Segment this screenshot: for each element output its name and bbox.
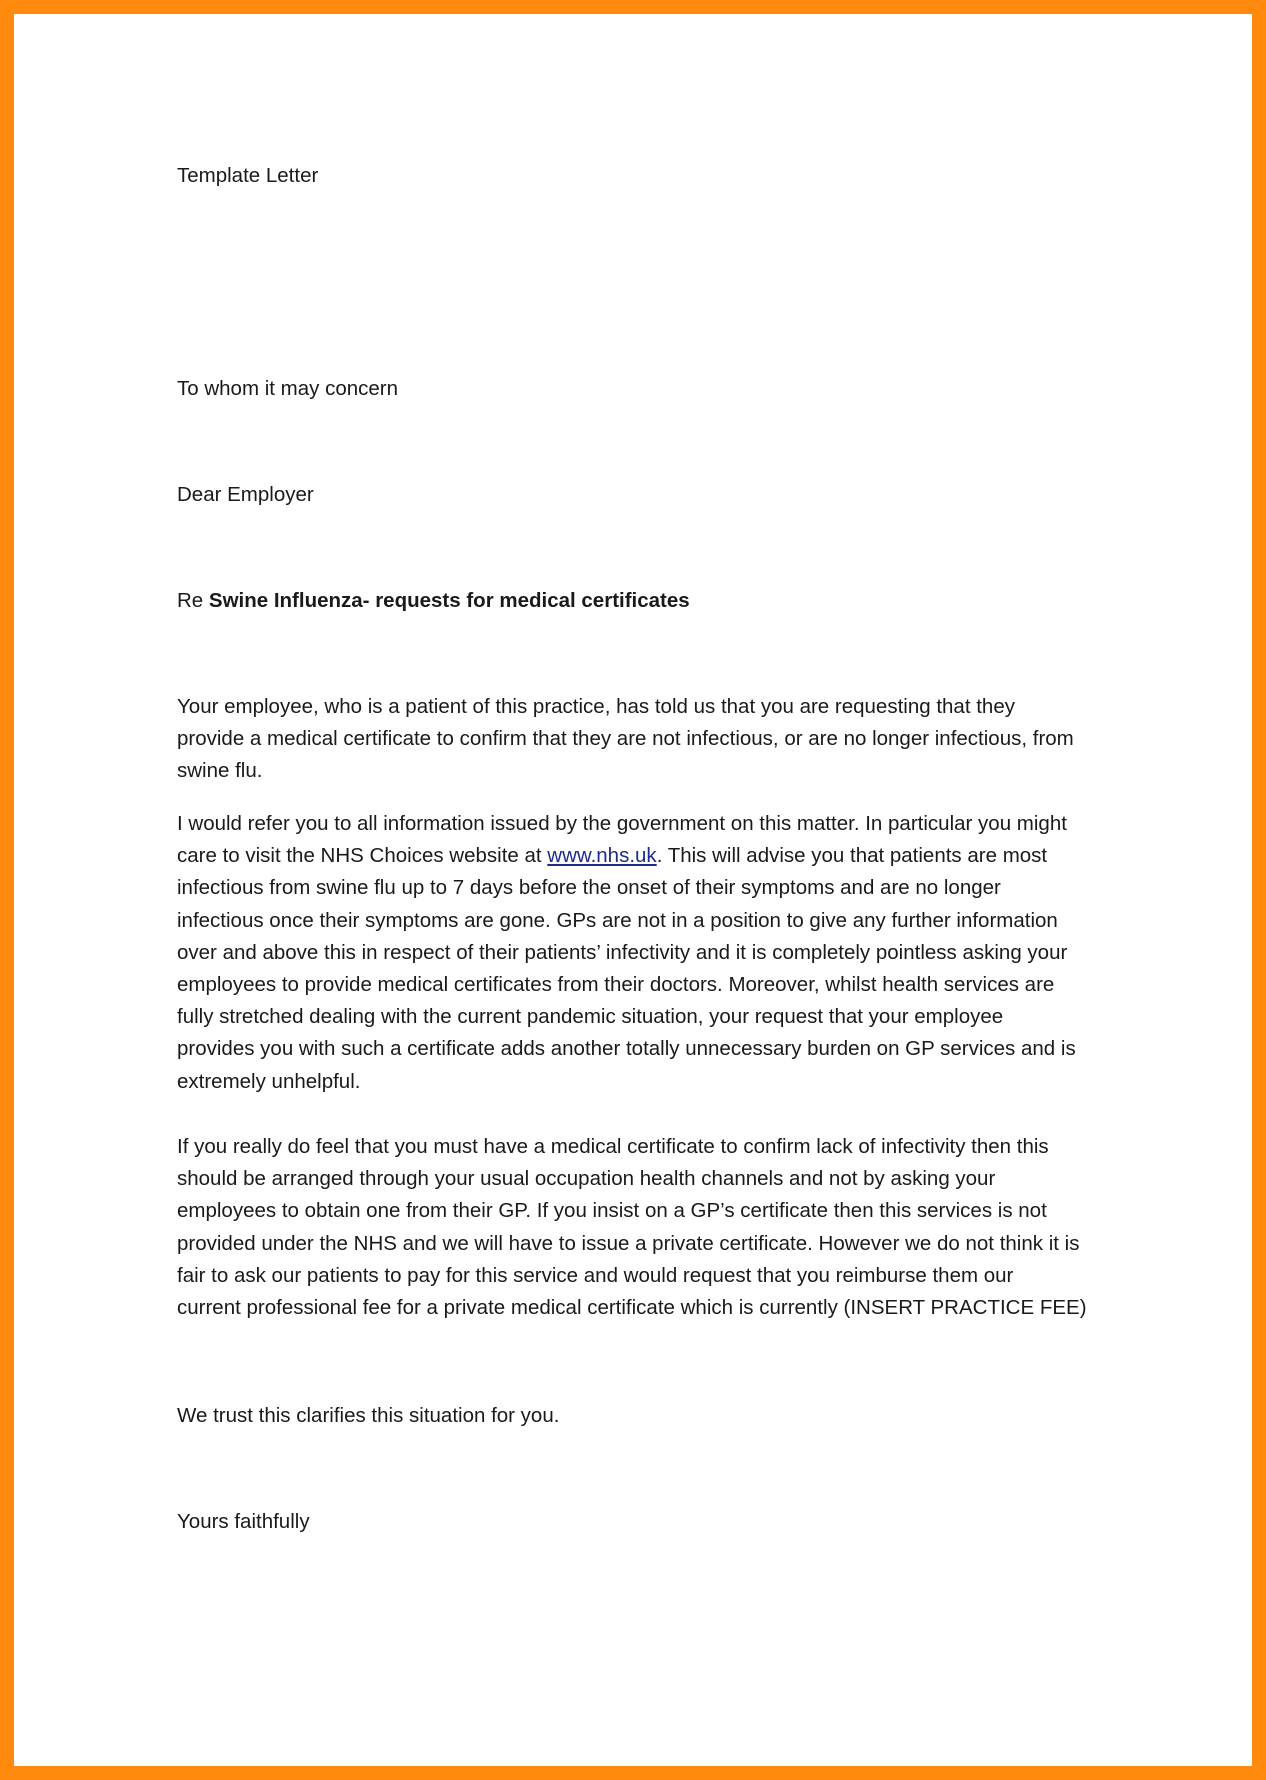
addressee-line: To whom it may concern bbox=[177, 377, 399, 400]
paragraph-line: fully stretched dealing with the current pandemic situation, your request that your employee bbox=[177, 1005, 1004, 1029]
paragraph-line: over and above this in respect of their patients’ infectivity and it is completely pointless asking your bbox=[177, 940, 1068, 964]
nhs-website-link[interactable]: www.nhs.uk bbox=[547, 844, 657, 868]
sign-off: Yours faithfully bbox=[177, 1510, 310, 1533]
paragraph-line: provides you with such a certificate adds another totally unnecessary burden on GP services and is bbox=[177, 1037, 1076, 1061]
salutation: Dear Employer bbox=[177, 483, 314, 506]
subject-title: Swine Influenza- requests for medical certificates bbox=[208, 589, 690, 612]
paragraph-line: provide a medical certificate to confirm that they are not infectious, or are no longer infectious, from bbox=[177, 727, 1074, 751]
paragraph-line-with-link bbox=[177, 840, 1076, 872]
paragraph-line: I would refer you to all information issued by the government on this matter. In particular you might bbox=[177, 812, 1067, 835]
paragraph-line: employees to obtain one from their GP. If you insist on a GP’s certificate then this services is not bbox=[177, 1199, 1047, 1223]
paragraph-line: employees to provide medical certificates from their doctors. Moreover, whilst health services are bbox=[177, 973, 1055, 997]
paragraph-line: infectious from swine flu up to 7 days before the onset of their symptoms and are no longer bbox=[177, 876, 1001, 900]
letter-page bbox=[14, 14, 1252, 1766]
letter-heading: Template Letter bbox=[177, 164, 319, 187]
subject-prefix: Re bbox=[177, 589, 209, 612]
paragraph-line: Your employee, who is a patient of this practice, has told us that you are requesting that they bbox=[177, 695, 1015, 718]
paragraph-line: fair to ask our patients to pay for this service and would request that you reimburse them our bbox=[177, 1263, 1014, 1287]
closing-statement: We trust this clarifies this situation for you. bbox=[177, 1404, 560, 1427]
paragraph-certificate-fee bbox=[177, 1131, 1087, 1324]
paragraph-request bbox=[177, 691, 1074, 788]
subject-line bbox=[177, 585, 690, 617]
paragraph-line: current professional fee for a private medical certificate which is currently (INSERT PRACTICE FEE) bbox=[177, 1296, 1087, 1320]
paragraph-line: provided under the NHS and we will have to issue a private certificate. However we do not think it is bbox=[177, 1231, 1080, 1255]
link-trail-text: . This will advise you that patients are most bbox=[656, 844, 1048, 868]
paragraph-line: If you really do feel that you must have a medical certificate to confirm lack of infectivity then this bbox=[177, 1135, 1049, 1158]
paragraph-government-info bbox=[177, 808, 1076, 1098]
paragraph-line: extremely unhelpful. bbox=[177, 1069, 361, 1093]
paragraph-line: should be arranged through your usual occupation health channels and not by asking your bbox=[177, 1167, 996, 1191]
paragraph-line: infectious once their symptoms are gone. GPs are not in a position to give any further information bbox=[177, 908, 1058, 932]
link-lead-text: care to visit the NHS Choices website at bbox=[177, 844, 548, 868]
paragraph-line: swine flu. bbox=[177, 759, 263, 783]
